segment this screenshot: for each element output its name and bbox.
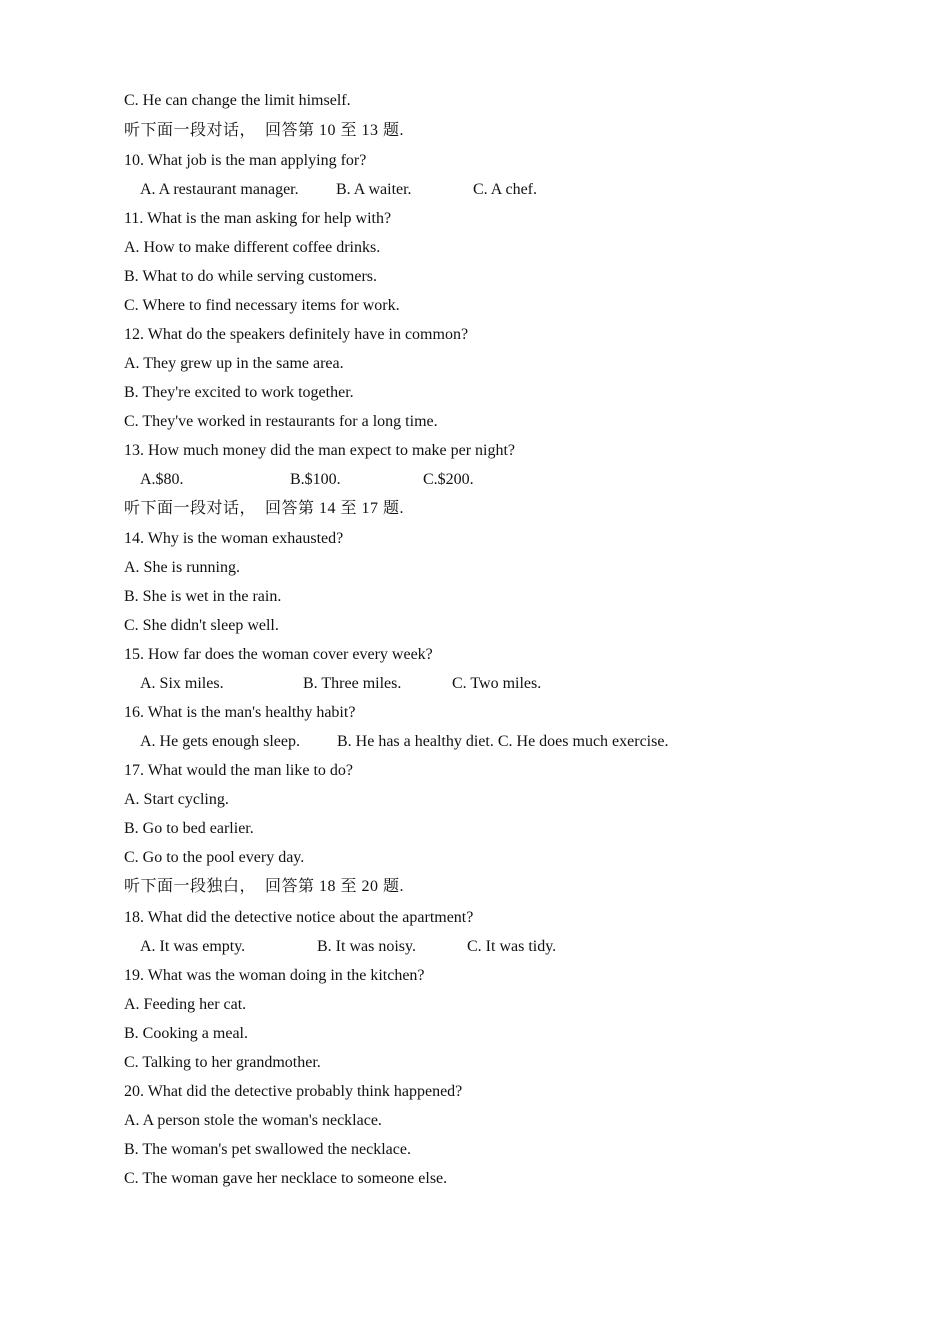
option-12c: C. They've worked in restaurants for a long time. <box>124 413 438 430</box>
question-13: 13. How much money did the man expect to make per night? <box>124 442 516 459</box>
option-15b: B. Three miles. <box>303 675 402 692</box>
option-20a: A. A person stole the woman's necklace. <box>124 1112 382 1129</box>
question-11: 11. What is the man asking for help with? <box>124 210 392 227</box>
option-10b: B. A waiter. <box>336 181 412 198</box>
option-14c: C. She didn't sleep well. <box>124 617 279 634</box>
option-15a: A. Six miles. <box>140 675 224 692</box>
option-11a: A. How to make different coffee drinks. <box>124 239 381 256</box>
option-14b: B. She is wet in the rain. <box>124 588 282 605</box>
option-12a: A. They grew up in the same area. <box>124 355 344 372</box>
option-11c: C. Where to find necessary items for work. <box>124 297 400 314</box>
option-10c: C. A chef. <box>473 181 537 198</box>
question-18: 18. What did the detective notice about the apartment? <box>124 909 474 926</box>
option-17a: A. Start cycling. <box>124 791 229 808</box>
option-19b: B. Cooking a meal. <box>124 1025 248 1042</box>
option-11b: B. What to do while serving customers. <box>124 268 377 285</box>
section-instruction: 听下面一段对话， 回答第 14 至 17 题. <box>124 500 405 517</box>
question-16: 16. What is the man's healthy habit? <box>124 704 356 721</box>
option-17b: B. Go to bed earlier. <box>124 820 254 837</box>
section-instruction: 听下面一段对话， 回答第 10 至 13 题. <box>124 122 405 139</box>
option-19a: A. Feeding her cat. <box>124 996 247 1013</box>
question-20: 20. What did the detective probably think happened? <box>124 1083 463 1100</box>
question-17: 17. What would the man like to do? <box>124 762 353 779</box>
option-18a: A. It was empty. <box>140 938 246 955</box>
option-15c: C. Two miles. <box>452 675 542 692</box>
question-14: 14. Why is the woman exhausted? <box>124 530 344 547</box>
option-19c: C. Talking to her grandmother. <box>124 1054 321 1071</box>
option-14a: A. She is running. <box>124 559 240 576</box>
question-12: 12. What do the speakers definitely have in common? <box>124 326 469 343</box>
option-13c: C.$200. <box>423 471 474 488</box>
option-16bc: B. He has a healthy diet. C. He does much exercise. <box>337 733 669 750</box>
section-instruction: 听下面一段独白， 回答第 18 至 20 题. <box>124 878 405 895</box>
option-13b: B.$100. <box>290 471 341 488</box>
question-10: 10. What job is the man applying for? <box>124 152 367 169</box>
option-12b: B. They're excited to work together. <box>124 384 354 401</box>
question-19: 19. What was the woman doing in the kitchen? <box>124 967 425 984</box>
option-17c: C. Go to the pool every day. <box>124 849 305 866</box>
option-20c: C. The woman gave her necklace to someone else. <box>124 1170 448 1187</box>
option-16a: A. He gets enough sleep. <box>140 733 300 750</box>
option-20b: B. The woman's pet swallowed the necklace. <box>124 1141 411 1158</box>
question-15: 15. How far does the woman cover every week? <box>124 646 433 663</box>
option-18c: C. It was tidy. <box>467 938 557 955</box>
option-13a: A.$80. <box>140 471 184 488</box>
option-line: C. He can change the limit himself. <box>124 92 351 109</box>
option-10a: A. A restaurant manager. <box>140 181 299 198</box>
option-18b: B. It was noisy. <box>317 938 416 955</box>
